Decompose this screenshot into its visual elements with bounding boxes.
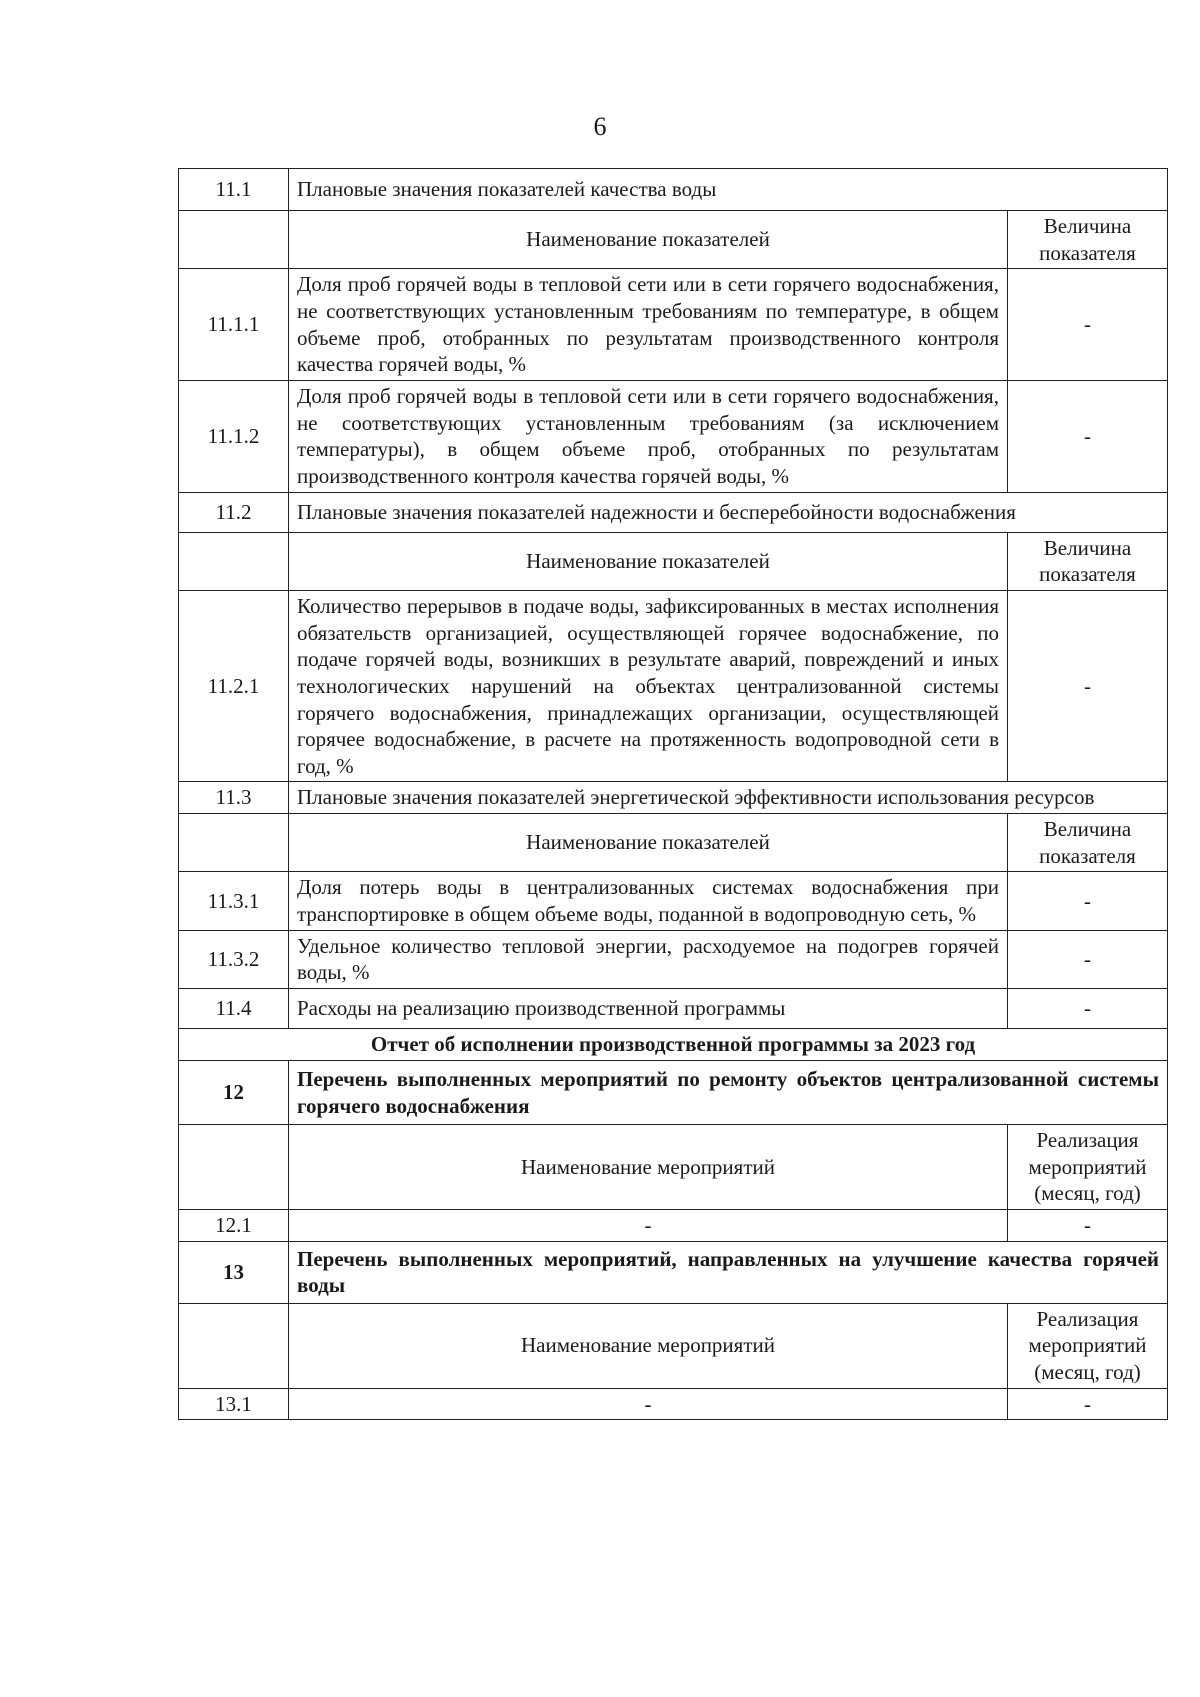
header-indicator-name: Наименование показателей [289,814,1008,872]
row-text: Доля проб горячей воды в тепловой сети или в сети горячего водоснабжения, не соответствующих установленным требованиям (за исключением температуры), в общем объеме проб, отобранных по результатам производственного контроля качества горячей воды, % [289,380,1008,492]
table-row [179,872,1168,930]
header-row [179,211,1168,269]
section-row-12 [179,1061,1168,1125]
header-indicator-value: Величина показателя [1007,532,1167,590]
empty-cell [179,211,289,269]
table-row [179,380,1168,492]
header-indicator-value: Величина показателя [1007,211,1167,269]
row-text: Доля потерь воды в централизованных системах водоснабжения при транспортировке в общем объеме воды, поданной в водопроводную сеть, % [289,872,1008,930]
page-number: 6 [593,112,607,141]
empty-cell [179,1303,289,1388]
table-row [179,1388,1168,1420]
table-row [179,590,1168,782]
header-row [179,1303,1168,1388]
header-indicator-value: Величина показателя [1007,814,1167,872]
row-value: - [1007,590,1167,782]
row-number: 11.3.2 [179,930,289,988]
section-row-13 [179,1241,1168,1303]
section-number: 12 [179,1061,289,1125]
section-title: Перечень выполненных мероприятий, направленных на улучшение качества горячей воды [289,1241,1168,1303]
section-title: Перечень выполненных мероприятий по ремонту объектов централизованной системы горячего водоснабжения [289,1061,1168,1125]
empty-cell [179,1125,289,1210]
report-title: Отчет об исполнении производственной программы за 2023 год [179,1029,1168,1061]
row-number: 11.3.1 [179,872,289,930]
section-title: Плановые значения показателей надежности и бесперебойности водоснабжения [289,492,1168,532]
row-value: - [1007,872,1167,930]
section-number: 11.4 [179,989,289,1029]
empty-cell [179,814,289,872]
empty-cell [179,532,289,590]
row-text: - [289,1210,1008,1242]
table-row [179,930,1168,988]
header-measure-realization: Реализация мероприятий (месяц, год) [1007,1303,1167,1388]
header-measure-name: Наименование мероприятий [289,1125,1008,1210]
section-row-11-2 [179,492,1168,532]
report-title-row [179,1029,1168,1061]
header-row [179,814,1168,872]
section-title: Плановые значения показателей энергетической эффективности использования ресурсов [289,782,1168,814]
header-indicator-name: Наименование показателей [289,532,1008,590]
row-number: 11.1.2 [179,380,289,492]
row-value: - [1007,269,1167,381]
row-number: 12.1 [179,1210,289,1242]
section-number: 11.1 [179,169,289,211]
header-indicator-name: Наименование показателей [289,211,1008,269]
row-value: - [1007,1388,1167,1420]
row-value: - [1007,930,1167,988]
table-row [179,1210,1168,1242]
row-text: Количество перерывов в подаче воды, зафиксированных в местах исполнения обязательств организацией, осуществляющей горячее водоснабжение, по подаче горячей воды, возникших в результате аварий, повреждений и иных технологических нарушений на объектах централизованной системы горячего водоснабжения, принадлежащих организации, осуществляющей горячее водоснабжение, в расчете на протяженность водопроводной сети в год, % [289,590,1008,782]
section-row-11-1 [179,169,1168,211]
section-title: Расходы на реализацию производственной программы [289,989,1008,1029]
section-row-11-4 [179,989,1168,1029]
row-number: 13.1 [179,1388,289,1420]
row-number: 11.1.1 [179,269,289,381]
header-measure-name: Наименование мероприятий [289,1303,1008,1388]
row-text: Доля проб горячей воды в тепловой сети или в сети горячего водоснабжения, не соответствующих установленным требованиям по температуре, в общем объеме проб, отобранных по результатам производственного контроля качества горячей воды, % [289,269,1008,381]
section-value: - [1007,989,1167,1029]
section-number: 11.3 [179,782,289,814]
production-program-table [178,168,1168,1420]
row-value: - [1007,1210,1167,1242]
row-value: - [1007,380,1167,492]
table-row [179,269,1168,381]
header-measure-realization: Реализация мероприятий (месяц, год) [1007,1125,1167,1210]
section-row-11-3 [179,782,1168,814]
section-number: 11.2 [179,492,289,532]
row-number: 11.2.1 [179,590,289,782]
header-row [179,1125,1168,1210]
section-number: 13 [179,1241,289,1303]
section-title: Плановые значения показателей качества воды [289,169,1168,211]
row-text: Удельное количество тепловой энергии, расходуемое на подогрев горячей воды, % [289,930,1008,988]
header-row [179,532,1168,590]
row-text: - [289,1388,1008,1420]
